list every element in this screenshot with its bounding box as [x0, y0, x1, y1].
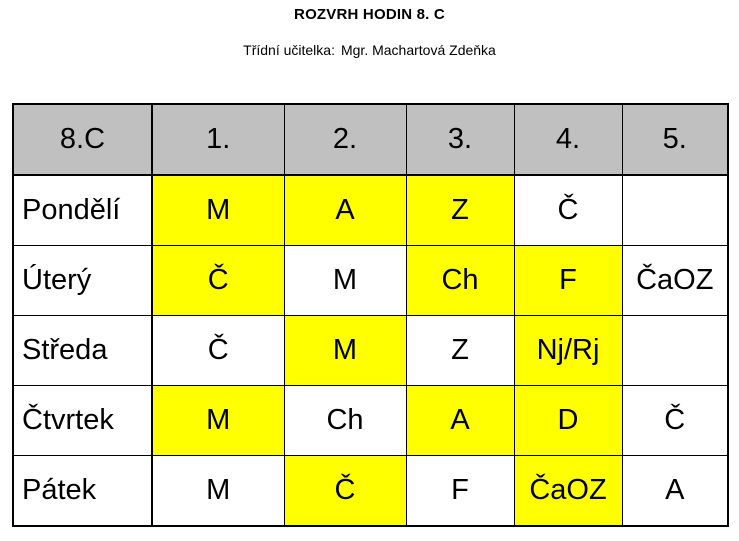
lesson-cell: A: [406, 386, 514, 456]
class-teacher: [0, 42, 739, 58]
lesson-cell: Ch: [284, 386, 406, 456]
day-label: Čtvrtek: [13, 386, 152, 456]
lesson-cell: F: [406, 456, 514, 527]
lesson-cell: Nj/Rj: [514, 316, 622, 386]
class-teacher-label: Třídní učitelka:: [243, 42, 335, 58]
day-label: Pátek: [13, 456, 152, 527]
lesson-cell: Č: [152, 246, 284, 316]
table-row: [13, 246, 728, 316]
lesson-cell: ČaOZ: [622, 246, 728, 316]
day-label: Úterý: [13, 246, 152, 316]
period-header: 5.: [622, 104, 728, 175]
lesson-cell: Č: [622, 386, 728, 456]
table-row: [13, 175, 728, 246]
lesson-cell: M: [152, 175, 284, 246]
lesson-cell: A: [284, 175, 406, 246]
day-label: Středa: [13, 316, 152, 386]
lesson-cell: M: [152, 456, 284, 527]
lesson-cell: [622, 175, 728, 246]
lesson-cell: M: [284, 316, 406, 386]
lesson-cell: ČaOZ: [514, 456, 622, 527]
table-row: [13, 456, 728, 527]
lesson-cell: Č: [284, 456, 406, 527]
period-header: 3.: [406, 104, 514, 175]
period-header: 1.: [152, 104, 284, 175]
table-row: [13, 386, 728, 456]
lesson-cell: M: [284, 246, 406, 316]
lesson-cell: A: [622, 456, 728, 527]
lesson-cell: [622, 316, 728, 386]
lesson-cell: D: [514, 386, 622, 456]
table-row: [13, 316, 728, 386]
period-header: 4.: [514, 104, 622, 175]
timetable-header-row: [13, 104, 728, 175]
lesson-cell: Č: [152, 316, 284, 386]
lesson-cell: M: [152, 386, 284, 456]
day-label: Pondělí: [13, 175, 152, 246]
class-teacher-name: Mgr. Machartová Zdeňka: [340, 42, 496, 58]
timetable: [12, 103, 729, 527]
page-title: ROZVRH HODIN 8. C: [294, 6, 445, 23]
period-header: 2.: [284, 104, 406, 175]
lesson-cell: Č: [514, 175, 622, 246]
lesson-cell: Z: [406, 175, 514, 246]
lesson-cell: Ch: [406, 246, 514, 316]
lesson-cell: Z: [406, 316, 514, 386]
lesson-cell: F: [514, 246, 622, 316]
class-corner-cell: 8.C: [13, 104, 152, 175]
